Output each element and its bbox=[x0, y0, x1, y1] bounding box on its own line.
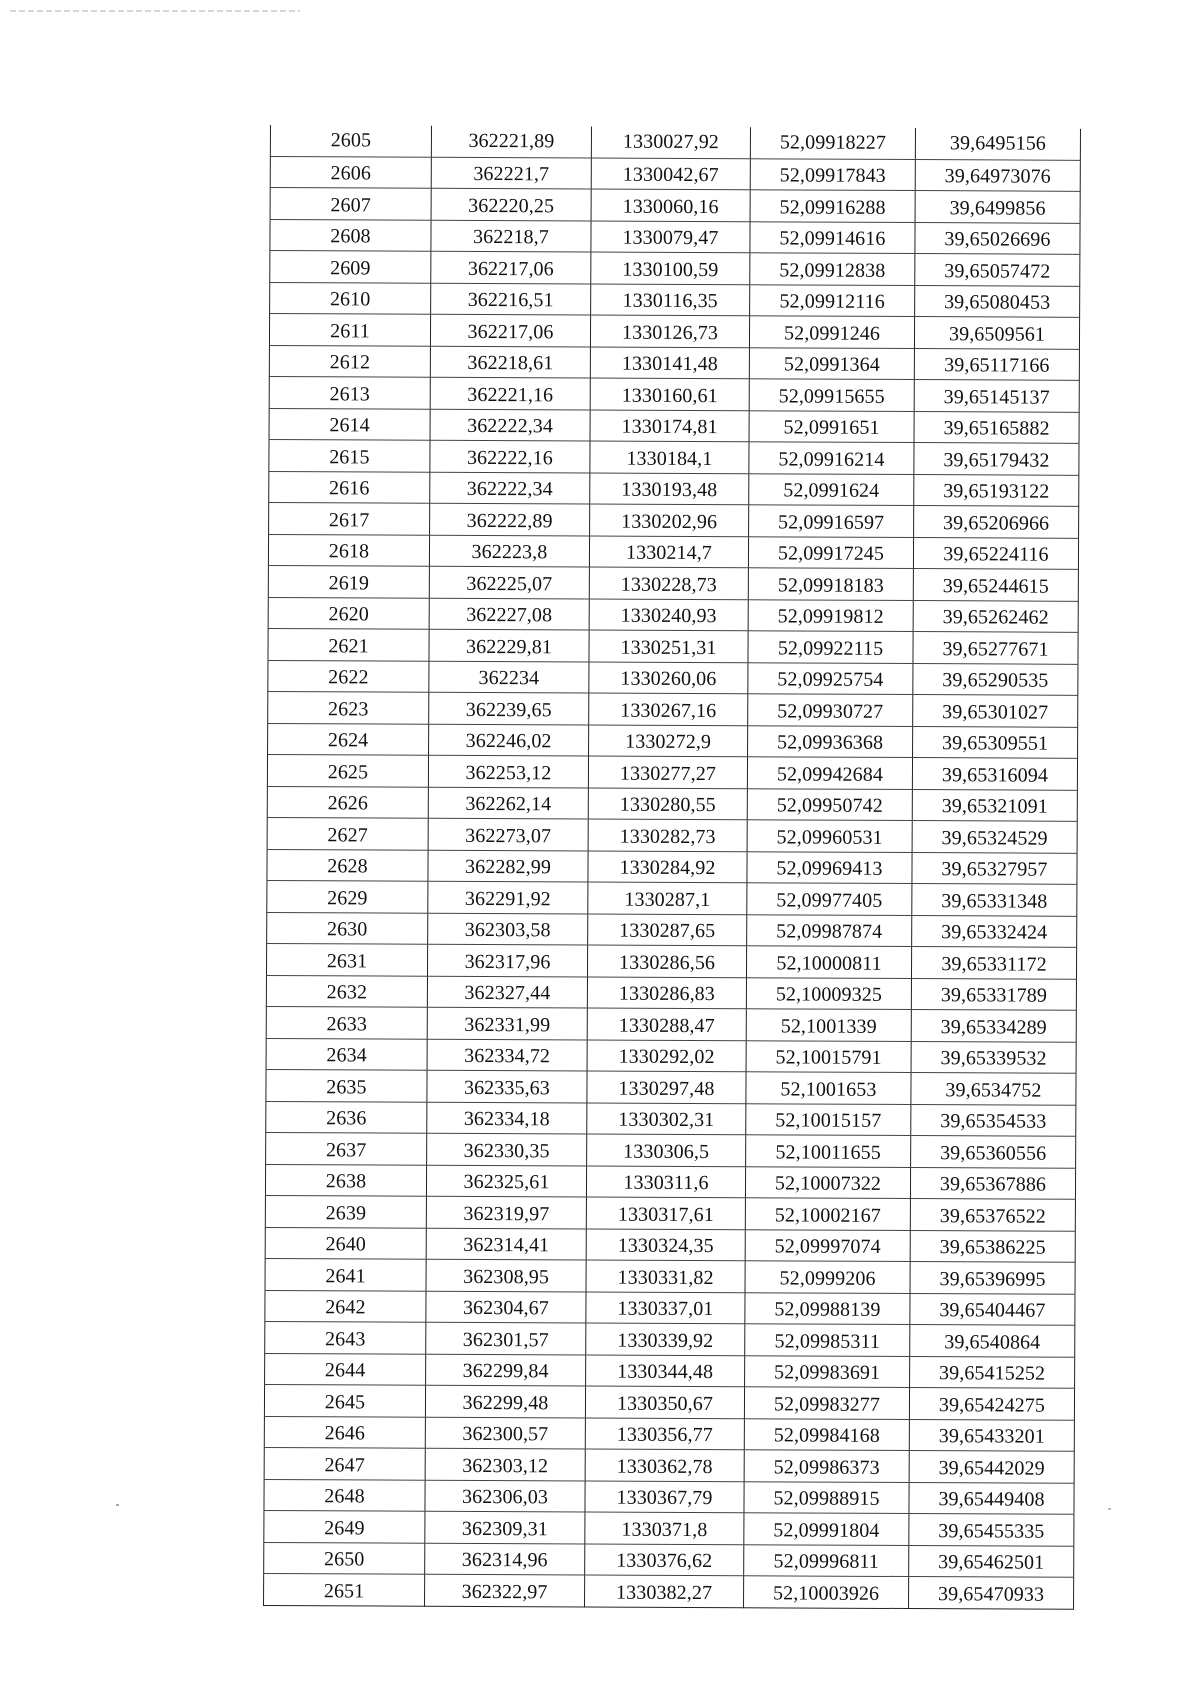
latitude-cell: 52,09936368 bbox=[748, 725, 913, 757]
longitude-cell: 39,6540864 bbox=[910, 1325, 1075, 1357]
y-coordinate-cell: 1330382,27 bbox=[585, 1575, 744, 1607]
longitude-cell: 39,65277671 bbox=[913, 632, 1078, 664]
latitude-cell: 52,09917245 bbox=[748, 536, 913, 568]
longitude-cell: 39,65449408 bbox=[909, 1482, 1074, 1514]
latitude-cell: 52,09983277 bbox=[744, 1387, 909, 1419]
longitude-cell: 39,65339532 bbox=[911, 1041, 1076, 1073]
y-coordinate-cell: 1330282,73 bbox=[588, 819, 747, 851]
longitude-cell: 39,65415252 bbox=[910, 1356, 1075, 1388]
table-row bbox=[264, 1542, 1074, 1577]
table-row bbox=[268, 597, 1078, 632]
longitude-cell: 39,65080453 bbox=[915, 285, 1080, 317]
table-row bbox=[265, 1227, 1075, 1262]
longitude-cell: 39,65331172 bbox=[911, 947, 1076, 979]
point-number-cell: 2624 bbox=[268, 723, 429, 755]
latitude-cell: 52,0991624 bbox=[749, 473, 914, 505]
longitude-cell: 39,65455335 bbox=[909, 1514, 1074, 1546]
x-coordinate-cell: 362325,61 bbox=[426, 1165, 586, 1197]
x-coordinate-cell: 362216,51 bbox=[431, 283, 591, 315]
latitude-cell: 52,09960531 bbox=[747, 820, 912, 852]
x-coordinate-cell: 362317,96 bbox=[427, 944, 587, 976]
longitude-cell: 39,65470933 bbox=[909, 1577, 1074, 1609]
point-number-cell: 2651 bbox=[264, 1573, 425, 1605]
x-coordinate-cell: 362253,12 bbox=[428, 755, 588, 787]
point-number-cell: 2648 bbox=[264, 1479, 425, 1511]
x-coordinate-cell: 362217,06 bbox=[430, 314, 590, 346]
table-row bbox=[270, 188, 1080, 223]
table-body bbox=[264, 125, 1081, 1609]
longitude-cell: 39,65290535 bbox=[913, 663, 1078, 695]
table-row bbox=[269, 471, 1079, 506]
latitude-cell: 52,09922115 bbox=[748, 631, 913, 663]
table-row bbox=[265, 1353, 1075, 1388]
x-coordinate-cell: 362306,03 bbox=[425, 1480, 585, 1512]
table-row bbox=[266, 1069, 1076, 1104]
point-number-cell: 2610 bbox=[270, 282, 431, 314]
point-number-cell: 2641 bbox=[265, 1258, 426, 1290]
longitude-cell: 39,6499856 bbox=[915, 191, 1080, 223]
table-row bbox=[264, 1479, 1074, 1514]
table-row bbox=[270, 125, 1080, 160]
latitude-cell: 52,09925754 bbox=[748, 662, 913, 694]
y-coordinate-cell: 1330193,48 bbox=[590, 473, 749, 505]
x-coordinate-cell: 362222,34 bbox=[430, 472, 590, 504]
latitude-cell: 52,09987874 bbox=[747, 914, 912, 946]
table-row bbox=[265, 1195, 1075, 1230]
latitude-cell: 52,09918227 bbox=[750, 127, 915, 159]
x-coordinate-cell: 362273,07 bbox=[428, 818, 588, 850]
y-coordinate-cell: 1330184,1 bbox=[590, 441, 749, 473]
table-row bbox=[264, 1573, 1074, 1608]
latitude-cell: 52,09983691 bbox=[745, 1355, 910, 1387]
latitude-cell: 52,10002167 bbox=[745, 1198, 910, 1230]
longitude-cell: 39,65376522 bbox=[910, 1199, 1075, 1231]
point-number-cell: 2630 bbox=[267, 912, 428, 944]
longitude-cell: 39,65386225 bbox=[910, 1230, 1075, 1262]
longitude-cell: 39,65334289 bbox=[911, 1010, 1076, 1042]
point-number-cell: 2638 bbox=[265, 1164, 426, 1196]
longitude-cell: 39,65331348 bbox=[912, 884, 1077, 916]
latitude-cell: 52,1001653 bbox=[746, 1072, 911, 1104]
latitude-cell: 52,0991651 bbox=[749, 410, 914, 442]
x-coordinate-cell: 362322,97 bbox=[425, 1574, 585, 1606]
latitude-cell: 52,09916597 bbox=[749, 505, 914, 537]
longitude-cell: 39,65057472 bbox=[915, 254, 1080, 286]
point-number-cell: 2615 bbox=[269, 439, 430, 471]
longitude-cell: 39,65442029 bbox=[909, 1451, 1074, 1483]
y-coordinate-cell: 1330350,67 bbox=[585, 1386, 744, 1418]
x-coordinate-cell: 362304,67 bbox=[426, 1291, 586, 1323]
x-coordinate-cell: 362300,57 bbox=[425, 1417, 585, 1449]
longitude-cell: 39,65354533 bbox=[911, 1104, 1076, 1136]
x-coordinate-cell: 362319,97 bbox=[426, 1196, 586, 1228]
point-number-cell: 2640 bbox=[265, 1227, 426, 1259]
table-row bbox=[269, 314, 1079, 349]
longitude-cell: 39,65026696 bbox=[915, 222, 1080, 254]
longitude-cell: 39,65462501 bbox=[909, 1545, 1074, 1577]
y-coordinate-cell: 1330277,27 bbox=[588, 756, 747, 788]
table-row bbox=[270, 219, 1080, 254]
latitude-cell: 52,09917843 bbox=[750, 158, 915, 190]
y-coordinate-cell: 1330251,31 bbox=[589, 630, 748, 662]
longitude-cell: 39,65309551 bbox=[913, 726, 1078, 758]
table-row bbox=[269, 502, 1079, 537]
y-coordinate-cell: 1330376,62 bbox=[585, 1543, 744, 1575]
latitude-cell: 52,09916288 bbox=[750, 190, 915, 222]
y-coordinate-cell: 1330288,47 bbox=[587, 1008, 746, 1040]
point-number-cell: 2607 bbox=[270, 188, 431, 220]
point-number-cell: 2635 bbox=[266, 1069, 427, 1101]
y-coordinate-cell: 1330272,9 bbox=[589, 725, 748, 757]
latitude-cell: 52,09916214 bbox=[749, 442, 914, 474]
latitude-cell: 52,09986373 bbox=[744, 1450, 909, 1482]
longitude-cell: 39,65244615 bbox=[913, 569, 1078, 601]
point-number-cell: 2631 bbox=[266, 943, 427, 975]
latitude-cell: 52,09915655 bbox=[749, 379, 914, 411]
table-row bbox=[266, 1038, 1076, 1073]
point-number-cell: 2625 bbox=[267, 754, 428, 786]
point-number-cell: 2614 bbox=[269, 408, 430, 440]
y-coordinate-cell: 1330240,93 bbox=[589, 599, 748, 631]
y-coordinate-cell: 1330339,92 bbox=[586, 1323, 745, 1355]
point-number-cell: 2611 bbox=[269, 314, 430, 346]
table-row bbox=[264, 1510, 1074, 1545]
x-coordinate-cell: 362222,34 bbox=[430, 409, 590, 441]
point-number-cell: 2642 bbox=[265, 1290, 426, 1322]
latitude-cell: 52,09969413 bbox=[747, 851, 912, 883]
y-coordinate-cell: 1330141,48 bbox=[590, 347, 749, 379]
longitude-cell: 39,65324529 bbox=[912, 821, 1077, 853]
longitude-cell: 39,65224116 bbox=[913, 537, 1078, 569]
longitude-cell: 39,65321091 bbox=[912, 789, 1077, 821]
table-row bbox=[264, 1447, 1074, 1482]
latitude-cell: 52,10003926 bbox=[744, 1576, 909, 1608]
latitude-cell: 52,09942684 bbox=[747, 757, 912, 789]
y-coordinate-cell: 1330079,47 bbox=[591, 221, 750, 253]
latitude-cell: 52,1001339 bbox=[746, 1009, 911, 1041]
point-number-cell: 2605 bbox=[270, 125, 431, 157]
table-row bbox=[267, 786, 1077, 821]
x-coordinate-cell: 362221,16 bbox=[430, 377, 590, 409]
x-coordinate-cell: 362327,44 bbox=[427, 976, 587, 1008]
y-coordinate-cell: 1330317,61 bbox=[586, 1197, 745, 1229]
latitude-cell: 52,09977405 bbox=[747, 883, 912, 915]
table-row bbox=[270, 251, 1080, 286]
table-row bbox=[267, 849, 1077, 884]
point-number-cell: 2609 bbox=[270, 251, 431, 283]
latitude-cell: 52,09996811 bbox=[744, 1544, 909, 1576]
point-number-cell: 2620 bbox=[268, 597, 429, 629]
table-row bbox=[269, 439, 1079, 474]
y-coordinate-cell: 1330286,56 bbox=[587, 945, 746, 977]
latitude-cell: 52,09930727 bbox=[748, 694, 913, 726]
point-number-cell: 2621 bbox=[268, 628, 429, 660]
table-row bbox=[270, 156, 1080, 191]
y-coordinate-cell: 1330260,06 bbox=[589, 662, 748, 694]
table-row bbox=[265, 1290, 1075, 1325]
scan-speck bbox=[116, 1504, 119, 1506]
x-coordinate-cell: 362334,72 bbox=[427, 1039, 587, 1071]
table-row bbox=[267, 912, 1077, 947]
longitude-cell: 39,65424275 bbox=[909, 1388, 1074, 1420]
table-row bbox=[264, 1384, 1074, 1419]
table-row bbox=[268, 628, 1078, 663]
latitude-cell: 52,09918183 bbox=[748, 568, 913, 600]
table-row bbox=[266, 975, 1076, 1010]
y-coordinate-cell: 1330306,5 bbox=[587, 1134, 746, 1166]
latitude-cell: 52,09912838 bbox=[750, 253, 915, 285]
x-coordinate-cell: 362282,99 bbox=[428, 850, 588, 882]
y-coordinate-cell: 1330214,7 bbox=[589, 536, 748, 568]
latitude-cell: 52,09988915 bbox=[744, 1481, 909, 1513]
point-number-cell: 2633 bbox=[266, 1006, 427, 1038]
longitude-cell: 39,65327957 bbox=[912, 852, 1077, 884]
table-row bbox=[268, 534, 1078, 569]
longitude-cell: 39,65332424 bbox=[912, 915, 1077, 947]
point-number-cell: 2639 bbox=[265, 1195, 426, 1227]
table-row bbox=[269, 376, 1079, 411]
table-row bbox=[266, 1132, 1076, 1167]
y-coordinate-cell: 1330287,1 bbox=[588, 882, 747, 914]
x-coordinate-cell: 362331,99 bbox=[427, 1007, 587, 1039]
table-row bbox=[268, 660, 1078, 695]
x-coordinate-cell: 362227,08 bbox=[429, 598, 589, 630]
table-row bbox=[266, 943, 1076, 978]
longitude-cell: 39,65316094 bbox=[912, 758, 1077, 790]
point-number-cell: 2649 bbox=[264, 1510, 425, 1542]
latitude-cell: 52,10011655 bbox=[746, 1135, 911, 1167]
point-number-cell: 2626 bbox=[267, 786, 428, 818]
y-coordinate-cell: 1330287,65 bbox=[588, 914, 747, 946]
longitude-cell: 39,65117166 bbox=[914, 348, 1079, 380]
point-number-cell: 2647 bbox=[264, 1447, 425, 1479]
x-coordinate-cell: 362218,7 bbox=[431, 220, 591, 252]
x-coordinate-cell: 362330,35 bbox=[427, 1133, 587, 1165]
point-number-cell: 2636 bbox=[266, 1101, 427, 1133]
coordinates-table-container bbox=[263, 125, 1080, 1609]
y-coordinate-cell: 1330362,78 bbox=[585, 1449, 744, 1481]
table-row bbox=[268, 723, 1078, 758]
point-number-cell: 2650 bbox=[264, 1542, 425, 1574]
table-row bbox=[269, 408, 1079, 443]
x-coordinate-cell: 362234 bbox=[429, 661, 589, 693]
latitude-cell: 52,09988139 bbox=[745, 1292, 910, 1324]
longitude-cell: 39,65301027 bbox=[913, 695, 1078, 727]
latitude-cell: 52,10007322 bbox=[745, 1166, 910, 1198]
longitude-cell: 39,6534752 bbox=[911, 1073, 1076, 1105]
y-coordinate-cell: 1330267,16 bbox=[589, 693, 748, 725]
x-coordinate-cell: 362299,48 bbox=[425, 1385, 585, 1417]
y-coordinate-cell: 1330160,61 bbox=[590, 378, 749, 410]
x-coordinate-cell: 362308,95 bbox=[426, 1259, 586, 1291]
table-row bbox=[270, 282, 1080, 317]
x-coordinate-cell: 362301,57 bbox=[426, 1322, 586, 1354]
latitude-cell: 52,10009325 bbox=[746, 977, 911, 1009]
x-coordinate-cell: 362335,63 bbox=[427, 1070, 587, 1102]
y-coordinate-cell: 1330344,48 bbox=[586, 1355, 745, 1387]
scan-artifact bbox=[10, 10, 300, 12]
point-number-cell: 2646 bbox=[264, 1416, 425, 1448]
x-coordinate-cell: 362217,06 bbox=[431, 251, 591, 283]
latitude-cell: 52,10000811 bbox=[746, 946, 911, 978]
point-number-cell: 2644 bbox=[265, 1353, 426, 1385]
y-coordinate-cell: 1330060,16 bbox=[591, 189, 750, 221]
table-row bbox=[266, 1101, 1076, 1136]
table-row bbox=[265, 1321, 1075, 1356]
point-number-cell: 2632 bbox=[266, 975, 427, 1007]
latitude-cell: 52,0991364 bbox=[749, 347, 914, 379]
latitude-cell: 52,09919812 bbox=[748, 599, 913, 631]
longitude-cell: 39,65331789 bbox=[911, 978, 1076, 1010]
longitude-cell: 39,65179432 bbox=[914, 443, 1079, 475]
longitude-cell: 39,65165882 bbox=[914, 411, 1079, 443]
point-number-cell: 2622 bbox=[268, 660, 429, 692]
x-coordinate-cell: 362334,18 bbox=[427, 1102, 587, 1134]
table-row bbox=[265, 1258, 1075, 1293]
y-coordinate-cell: 1330042,67 bbox=[591, 158, 750, 190]
longitude-cell: 39,65367886 bbox=[910, 1167, 1075, 1199]
point-number-cell: 2634 bbox=[266, 1038, 427, 1070]
longitude-cell: 39,64973076 bbox=[915, 159, 1080, 191]
x-coordinate-cell: 362262,14 bbox=[428, 787, 588, 819]
y-coordinate-cell: 1330292,02 bbox=[587, 1040, 746, 1072]
y-coordinate-cell: 1330302,31 bbox=[587, 1103, 746, 1135]
point-number-cell: 2606 bbox=[270, 156, 431, 188]
longitude-cell: 39,65396995 bbox=[910, 1262, 1075, 1294]
point-number-cell: 2629 bbox=[267, 880, 428, 912]
x-coordinate-cell: 362218,61 bbox=[430, 346, 590, 378]
latitude-cell: 52,10015157 bbox=[746, 1103, 911, 1135]
latitude-cell: 52,10015791 bbox=[746, 1040, 911, 1072]
y-coordinate-cell: 1330337,01 bbox=[586, 1292, 745, 1324]
table-row bbox=[269, 345, 1079, 380]
y-coordinate-cell: 1330228,73 bbox=[589, 567, 748, 599]
latitude-cell: 52,09984168 bbox=[744, 1418, 909, 1450]
point-number-cell: 2627 bbox=[267, 817, 428, 849]
x-coordinate-cell: 362225,07 bbox=[429, 566, 589, 598]
x-coordinate-cell: 362246,02 bbox=[429, 724, 589, 756]
y-coordinate-cell: 1330280,55 bbox=[588, 788, 747, 820]
point-number-cell: 2608 bbox=[270, 219, 431, 251]
x-coordinate-cell: 362229,81 bbox=[429, 629, 589, 661]
latitude-cell: 52,09912116 bbox=[750, 284, 915, 316]
table-row bbox=[264, 1416, 1074, 1451]
point-number-cell: 2612 bbox=[269, 345, 430, 377]
longitude-cell: 39,65262462 bbox=[913, 600, 1078, 632]
y-coordinate-cell: 1330371,8 bbox=[585, 1512, 744, 1544]
point-number-cell: 2619 bbox=[268, 565, 429, 597]
latitude-cell: 52,09997074 bbox=[745, 1229, 910, 1261]
y-coordinate-cell: 1330324,35 bbox=[586, 1229, 745, 1261]
x-coordinate-cell: 362221,7 bbox=[431, 157, 591, 189]
y-coordinate-cell: 1330311,6 bbox=[586, 1166, 745, 1198]
longitude-cell: 39,65206966 bbox=[914, 506, 1079, 538]
y-coordinate-cell: 1330126,73 bbox=[590, 315, 749, 347]
x-coordinate-cell: 362314,41 bbox=[426, 1228, 586, 1260]
point-number-cell: 2617 bbox=[269, 502, 430, 534]
x-coordinate-cell: 362299,84 bbox=[426, 1354, 586, 1386]
x-coordinate-cell: 362222,16 bbox=[430, 440, 590, 472]
x-coordinate-cell: 362314,96 bbox=[425, 1543, 585, 1575]
table-row bbox=[268, 691, 1078, 726]
latitude-cell: 52,09991804 bbox=[744, 1513, 909, 1545]
table-row bbox=[268, 565, 1078, 600]
y-coordinate-cell: 1330027,92 bbox=[591, 127, 750, 159]
latitude-cell: 52,0999206 bbox=[745, 1261, 910, 1293]
table-row bbox=[266, 1006, 1076, 1041]
y-coordinate-cell: 1330100,59 bbox=[591, 252, 750, 284]
y-coordinate-cell: 1330286,83 bbox=[587, 977, 746, 1009]
longitude-cell: 39,65145137 bbox=[914, 380, 1079, 412]
x-coordinate-cell: 362303,12 bbox=[425, 1448, 585, 1480]
latitude-cell: 52,0991246 bbox=[749, 316, 914, 348]
coordinates-table bbox=[263, 125, 1081, 1609]
y-coordinate-cell: 1330174,81 bbox=[590, 410, 749, 442]
point-number-cell: 2637 bbox=[266, 1132, 427, 1164]
point-number-cell: 2628 bbox=[267, 849, 428, 881]
point-number-cell: 2645 bbox=[264, 1384, 425, 1416]
longitude-cell: 39,65433201 bbox=[909, 1419, 1074, 1451]
table-row bbox=[267, 880, 1077, 915]
point-number-cell: 2623 bbox=[268, 691, 429, 723]
point-number-cell: 2616 bbox=[269, 471, 430, 503]
y-coordinate-cell: 1330297,48 bbox=[587, 1071, 746, 1103]
point-number-cell: 2643 bbox=[265, 1321, 426, 1353]
x-coordinate-cell: 362222,89 bbox=[430, 503, 590, 535]
point-number-cell: 2613 bbox=[269, 376, 430, 408]
latitude-cell: 52,09950742 bbox=[747, 788, 912, 820]
longitude-cell: 39,6509561 bbox=[914, 317, 1079, 349]
x-coordinate-cell: 362239,65 bbox=[429, 692, 589, 724]
x-coordinate-cell: 362303,58 bbox=[428, 913, 588, 945]
longitude-cell: 39,6495156 bbox=[915, 128, 1080, 160]
longitude-cell: 39,65193122 bbox=[914, 474, 1079, 506]
scan-speck bbox=[1108, 1508, 1111, 1510]
longitude-cell: 39,65404467 bbox=[910, 1293, 1075, 1325]
table-row bbox=[267, 754, 1077, 789]
x-coordinate-cell: 362220,25 bbox=[431, 188, 591, 220]
y-coordinate-cell: 1330284,92 bbox=[588, 851, 747, 883]
longitude-cell: 39,65360556 bbox=[911, 1136, 1076, 1168]
x-coordinate-cell: 362223,8 bbox=[429, 535, 589, 567]
y-coordinate-cell: 1330202,96 bbox=[590, 504, 749, 536]
table-row bbox=[265, 1164, 1075, 1199]
y-coordinate-cell: 1330367,79 bbox=[585, 1481, 744, 1513]
x-coordinate-cell: 362221,89 bbox=[431, 126, 591, 158]
y-coordinate-cell: 1330331,82 bbox=[586, 1260, 745, 1292]
x-coordinate-cell: 362309,31 bbox=[425, 1511, 585, 1543]
y-coordinate-cell: 1330356,77 bbox=[585, 1418, 744, 1450]
table-row bbox=[267, 817, 1077, 852]
y-coordinate-cell: 1330116,35 bbox=[591, 284, 750, 316]
x-coordinate-cell: 362291,92 bbox=[428, 881, 588, 913]
point-number-cell: 2618 bbox=[268, 534, 429, 566]
latitude-cell: 52,09914616 bbox=[750, 221, 915, 253]
latitude-cell: 52,09985311 bbox=[745, 1324, 910, 1356]
